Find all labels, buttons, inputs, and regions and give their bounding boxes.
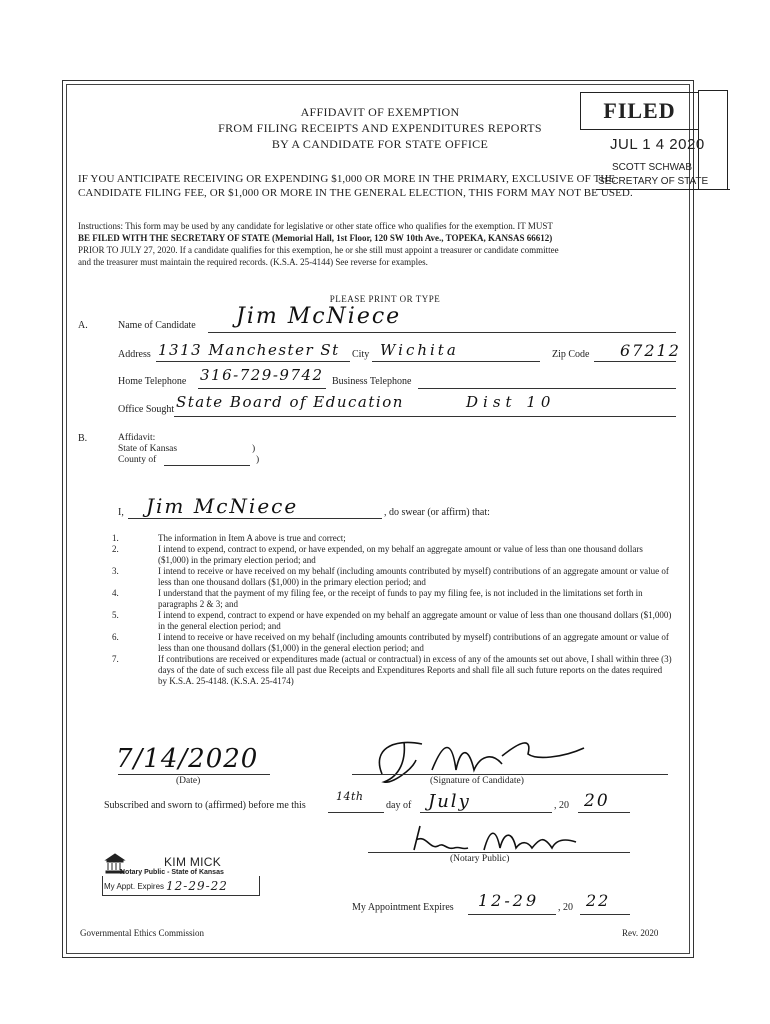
statement-number: 5. [112,610,119,620]
form-title [150,104,610,152]
statement-text: I intend to receive or have received on my behalf (including amounts contributed by myself) contributions of an aggregate amount or value of less than one thousand dollars ($1,000) in the primary election period; and [158,566,669,587]
notary-stamp-expires-value: 12-29-22 [166,879,228,893]
warning-line-2: CANDIDATE FILING FEE, OR $1,000 OR MORE IN THE GENERAL ELECTION, THIS FORM MAY NOT BE USED. [78,187,633,199]
sworn-year-line [578,812,630,813]
statement-number: 7. [112,654,119,664]
print-or-type-note: PLEASE PRINT OR TYPE [329,294,441,304]
filed-stamp-title: FILED [580,92,698,130]
statement-number: 6. [112,632,119,642]
appointment-label: My Appointment Expires [352,902,454,913]
notary-stamp-subtitle: Notary Public - State of Kansas [120,869,224,876]
title-line-1: AFFIDAVIT OF EXEMPTION [300,105,460,119]
instructions-line-4: and the treasurer must maintain the required records. (K.S.A. 25-4144) See reverse for examples. [78,257,428,267]
statement-item [112,632,672,654]
state-label: State of Kansas [118,444,178,454]
district-value[interactable]: Dist 10 [466,393,556,411]
footer-revision: Rev. 2020 [622,928,659,938]
city-value[interactable]: Wichita [380,341,459,359]
county-label: County of [118,455,157,465]
county-line [164,465,250,466]
county-bracket: ) [256,455,260,465]
appointment-year-prefix: , 20 [558,902,573,913]
state-bracket: ) [252,444,256,454]
eligibility-warning [78,172,718,200]
signature-line [352,774,668,775]
affiant-name-line [128,518,382,519]
section-b-letter: B. [78,433,88,444]
home-phone-label: Home Telephone [118,376,187,387]
home-phone-value[interactable]: 316-729-9742 [200,366,324,384]
date-caption: (Date) [176,776,201,786]
address-line [156,361,350,362]
signature-caption: (Signature of Candidate) [430,776,524,786]
statement-text: I intend to receive or have received on my behalf (including amounts contributed by myself) contributions of an aggregate amount or value of less than one thousand dollars ($1,000) in the general election period; and [158,632,669,653]
section-a-letter: A. [78,320,88,331]
filed-stamp-office: SECRETARY OF STATE [598,176,709,187]
warning-line-1: IF YOU ANTICIPATE RECEIVING OR EXPENDING $1,000 OR MORE IN THE PRIMARY, EXCLUSIVE OF THE [78,173,616,185]
city-line [372,361,540,362]
business-phone-line [418,388,676,389]
instructions-line-2: BE FILED WITH THE SECRETARY OF STATE (Memorial Hall, 1st Floor, 120 SW 10th Ave., TOPEKA, KANSAS 66612) [78,233,553,243]
statement-text: If contributions are received or expenditures made (actual or contractual) in excess of any of the amounts set out above, I shall within three (3) days of the date of such excess file all past due Receipts and Expenditures Reports and shall file all such future reports on the dates required by K.S.A. 25-4148. (K.S.A. 25-4174) [158,654,672,686]
address-label: Address [118,349,151,360]
signed-date-value[interactable]: 7/14/2020 [116,744,259,774]
office-sought-value[interactable]: State Board of Education [176,393,404,411]
zip-line [594,361,676,362]
date-line [118,774,270,775]
statement-text: I understand that the payment of my filing fee, or the receipt of funds to pay my filing fee, is not included in the limitations set forth in paragraphs 2 & 3; and [158,588,643,609]
appointment-year-line [580,914,630,915]
statement-number: 1. [112,533,119,543]
city-label: City [352,349,370,360]
statement-item [112,610,672,632]
statement-text: I intend to expend, contract to expend or have expended on my behalf an aggregate amount or value of less than one thousand dollars ($1,000) in the general election period; and [158,610,672,631]
statement-text: I intend to expend, contract to expend, or have expended, on my behalf an aggregate amount or value of less than one thousand dollars ($1,000) in the primary election period; and [158,544,643,565]
office-sought-label: Office Sought [118,404,175,415]
candidate-name-value[interactable]: Jim McNiece [236,304,402,329]
appointment-value[interactable]: 12-29 [478,891,540,910]
zip-value[interactable]: 67212 [620,341,681,360]
instructions-line-3: PRIOR TO JULY 27, 2020. If a candidate qualifies for this exemption, he or she still must appoint a treasurer or candidate committee [78,245,559,255]
candidate-name-line [208,332,676,333]
title-line-3: BY A CANDIDATE FOR STATE OFFICE [271,137,489,151]
affiant-name-value[interactable]: Jim McNiece [146,494,299,518]
appointment-line [468,914,556,915]
sworn-month-line [420,812,552,813]
sworn-label: Subscribed and sworn to (affirmed) before me this [104,800,306,811]
day-of-label: day of [386,800,412,811]
zip-label: Zip Code [552,349,590,360]
page-border-inner [66,84,693,954]
instructions [78,220,690,268]
statement-item [112,588,672,610]
sworn-month-value[interactable]: July [428,791,471,812]
sworn-year-value[interactable]: 20 [584,791,610,811]
appointment-year-value[interactable]: 22 [586,891,611,910]
filed-stamp-name: SCOTT SCHWAB [612,162,693,173]
statement-number: 4. [112,588,119,598]
statement-item [112,654,672,687]
notary-signature-line [368,852,630,853]
sworn-day-value[interactable]: 14th [336,790,364,803]
office-sought-line [174,416,676,417]
statement-item [112,533,672,544]
home-phone-line [198,388,326,389]
affiant-i-label: I, [118,507,124,518]
affidavit-label: Affidavit: [118,433,156,443]
sworn-day-line [328,812,384,813]
statement-number: 2. [112,544,119,554]
affidavit-header [118,433,177,466]
notary-stamp-expires-label: My Appt. Expires [104,882,165,891]
swear-label: , do swear (or affirm) that: [384,507,490,518]
statement-item [112,566,672,588]
business-phone-label: Business Telephone [332,376,412,387]
title-line-2: FROM FILING RECEIPTS AND EXPENDITURES REPORTS [218,121,542,135]
notary-stamp-name: KIM MICK [164,855,222,869]
sworn-year-prefix: , 20 [554,800,569,811]
affidavit-statements [112,533,672,687]
statement-text: The information in Item A above is true and correct; [158,533,346,543]
address-value[interactable]: 1313 Manchester St [158,341,340,359]
statement-number: 3. [112,566,119,576]
filed-stamp-date: JUL 1 4 2020 [610,136,705,153]
notary-caption: (Notary Public) [450,854,510,864]
instructions-line-1: Instructions: This form may be used by any candidate for legislative or other state office who qualifies for the exemption. IT MUST [78,221,553,231]
candidate-name-label: Name of Candidate [118,320,196,331]
footer-agency: Governmental Ethics Commission [80,928,204,938]
statement-item [112,544,672,566]
